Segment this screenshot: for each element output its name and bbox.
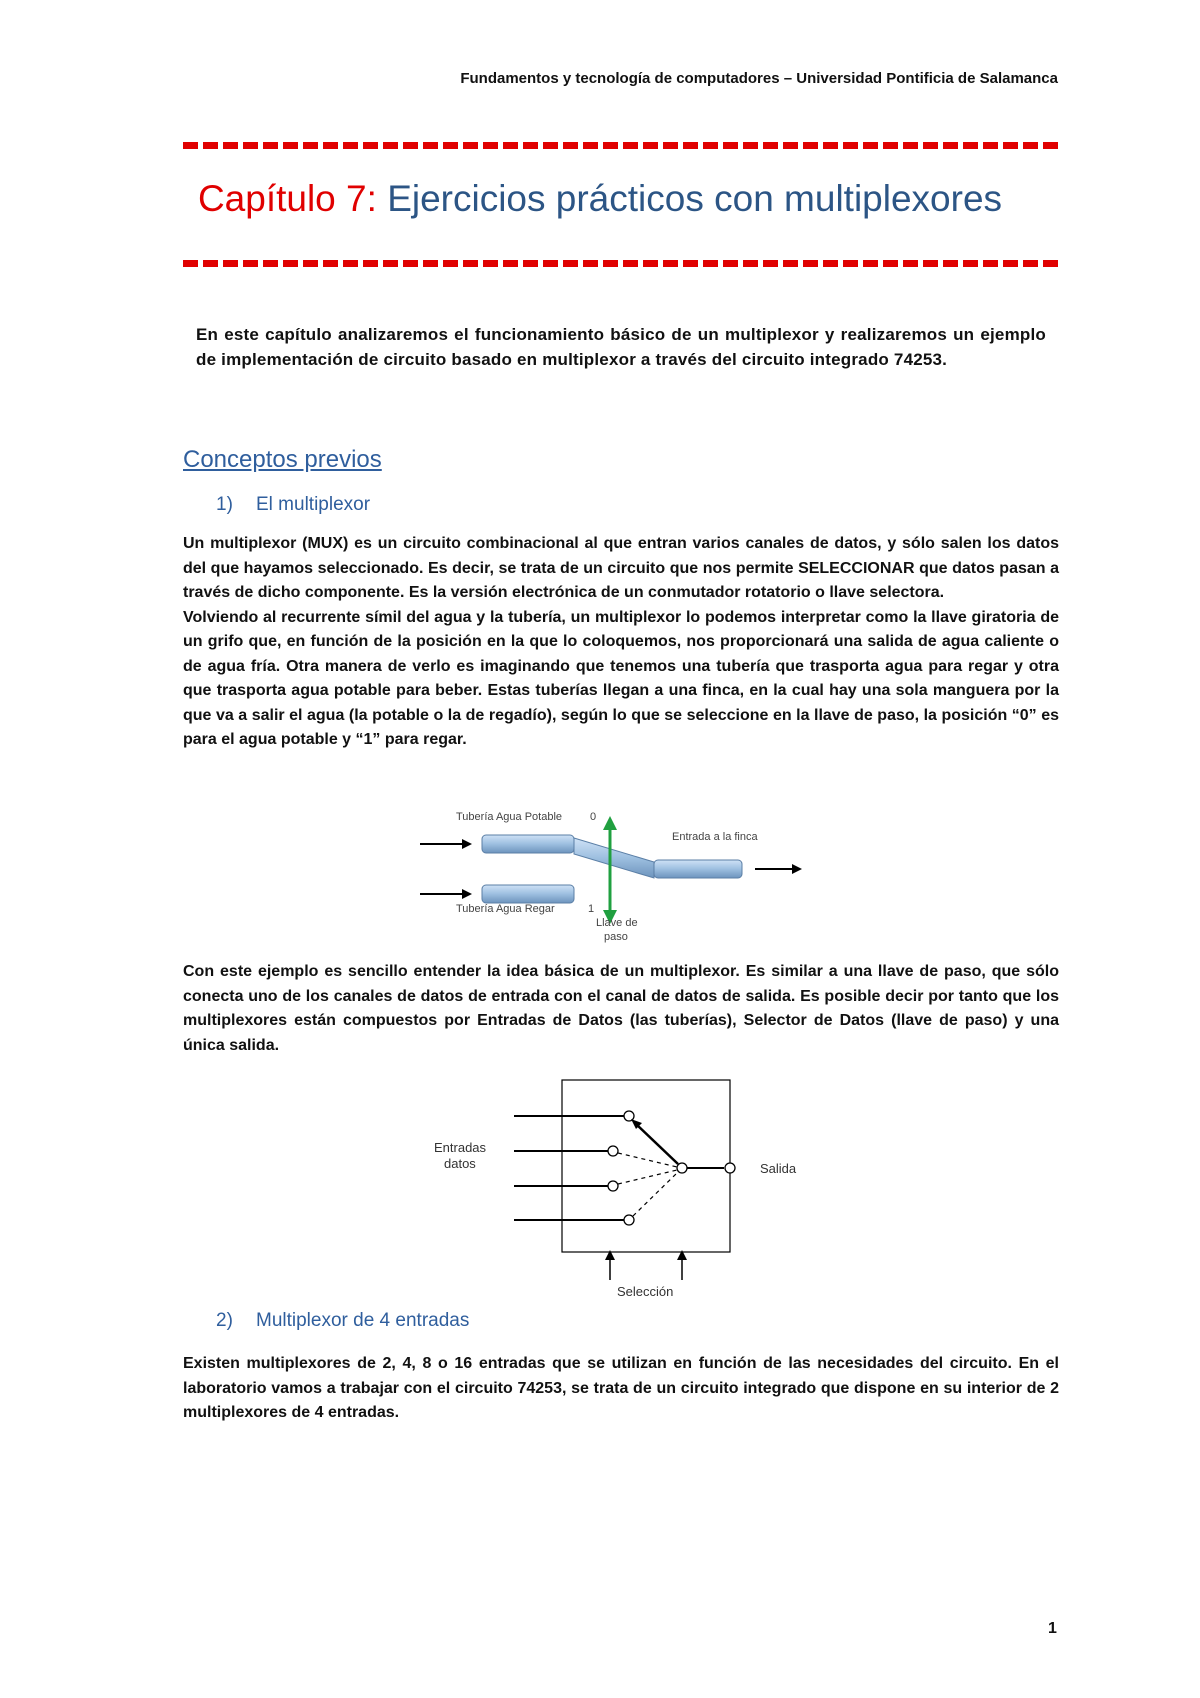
select-label: Selección (617, 1284, 674, 1298)
subheading-1 (216, 494, 370, 516)
paragraph-definition: Un multiplexor (MUX) es un circuito combinacional al que entran varios canales de datos, y sólo salen los datos del que hayamos seleccionado. Es decir, se trata de un circuito que nos permite SELECCIONAR que datos pasan a través de dicho componente. Es la versión electrónica de un conmutador rotatorio o llave selectora. (183, 535, 1059, 601)
output-label: Salida (760, 1161, 797, 1176)
inputs-label-line1: Entradas (434, 1140, 487, 1155)
output-label: Entrada a la finca (672, 831, 758, 843)
bottom-divider (183, 260, 1059, 267)
input-node-3 (624, 1215, 634, 1225)
input-arrowhead-bottom (462, 889, 472, 899)
subheading-1-title: El multiplexor (256, 494, 371, 515)
section-title: Conceptos previos (183, 446, 382, 473)
pipe-bottom-label: Tubería Agua Regar (456, 903, 555, 915)
position-0-label: 0 (590, 811, 597, 823)
page-number: 1 (1048, 1620, 1057, 1637)
potable-pipe (482, 835, 574, 853)
paragraph-multiplexor (183, 532, 1059, 753)
subheading-2-number: 2) (216, 1310, 233, 1331)
input-node-0 (624, 1111, 634, 1121)
valve-label-line2: paso (604, 931, 628, 943)
subheading-2-title: Multiplexor de 4 entradas (256, 1310, 470, 1331)
chapter-title (0, 178, 1200, 220)
pipe-top-label: Tubería Agua Potable (456, 811, 563, 823)
subheading-2 (216, 1310, 469, 1332)
output-node (725, 1163, 735, 1173)
pipe-analogy-figure (420, 808, 820, 948)
chapter-label: Capítulo 7: (197, 178, 377, 219)
mux-box (562, 1080, 730, 1252)
output-arrowhead (792, 864, 802, 874)
irrigation-pipe (482, 885, 574, 903)
paragraph-explanation: Con este ejemplo es sencillo entender la idea básica de un multiplexor. Es similar a una llave de paso, que sólo conecta uno de los canales de datos de entrada con el canal de datos de salida. Es posible decir por tanto que los multiplexores están compuestos por Entradas de Datos (las tuberías), Selector de Datos (llave de paso) y una única salida. (183, 963, 1059, 1054)
input-node-2 (608, 1181, 618, 1191)
inputs-label-line2: datos (444, 1156, 476, 1171)
chapter-name: Ejercicios prácticos con multiplexores (387, 178, 1003, 219)
paragraph-four-inputs: Existen multiplexores de 2, 4, 8 o 16 entradas que se utilizan en función de las necesidades del circuito. En el laboratorio vamos a trabajar con el circuito 74253, se trata de un circuito integrado que dispone en su interior de 2 multiplexores de 4 entradas. (183, 1355, 1059, 1421)
input-node-1 (608, 1146, 618, 1156)
output-pipe (654, 860, 742, 878)
common-node (677, 1163, 687, 1173)
input-arrowhead-top (462, 839, 472, 849)
position-1-label: 1 (588, 903, 595, 915)
subheading-1-number: 1) (216, 494, 233, 515)
mux-diagram-figure (420, 1078, 820, 1298)
paragraph-analogy: Volviendo al recurrente símil del agua y la tubería, un multiplexor lo podemos interpretar como la llave giratoria de un grifo que, en función de la posición en la que lo coloquemos, nos proporcionará una salida de agua caliente o de agua fría. Otra manera de verlo es imaginando que tenemos una tubería que trasporta agua para regar y otra que trasporta agua potable para beber. Estas tuberías llegan a una finca, en la cual hay una sola manguera por la que va a salir el agua (la potable o la de regadío), según lo que se seleccione en la llave de paso, la posición “0” es para el agua potable y “1” para regar. (183, 608, 1059, 748)
top-divider (183, 142, 1059, 149)
joint-pipe (574, 838, 654, 878)
page-header: Fundamentos y tecnología de computadores – Universidad Pontificia de Salamanca (460, 70, 1058, 87)
valve-arrow-up (603, 816, 617, 830)
intro-paragraph: En este capítulo analizaremos el funcionamiento básico de un multiplexor y realizaremos un ejemplo de implementación de circuito basado en multiplexor a través del circuito integrado 74253. (196, 325, 1046, 369)
valve-label-line1: Llave de (596, 917, 638, 929)
